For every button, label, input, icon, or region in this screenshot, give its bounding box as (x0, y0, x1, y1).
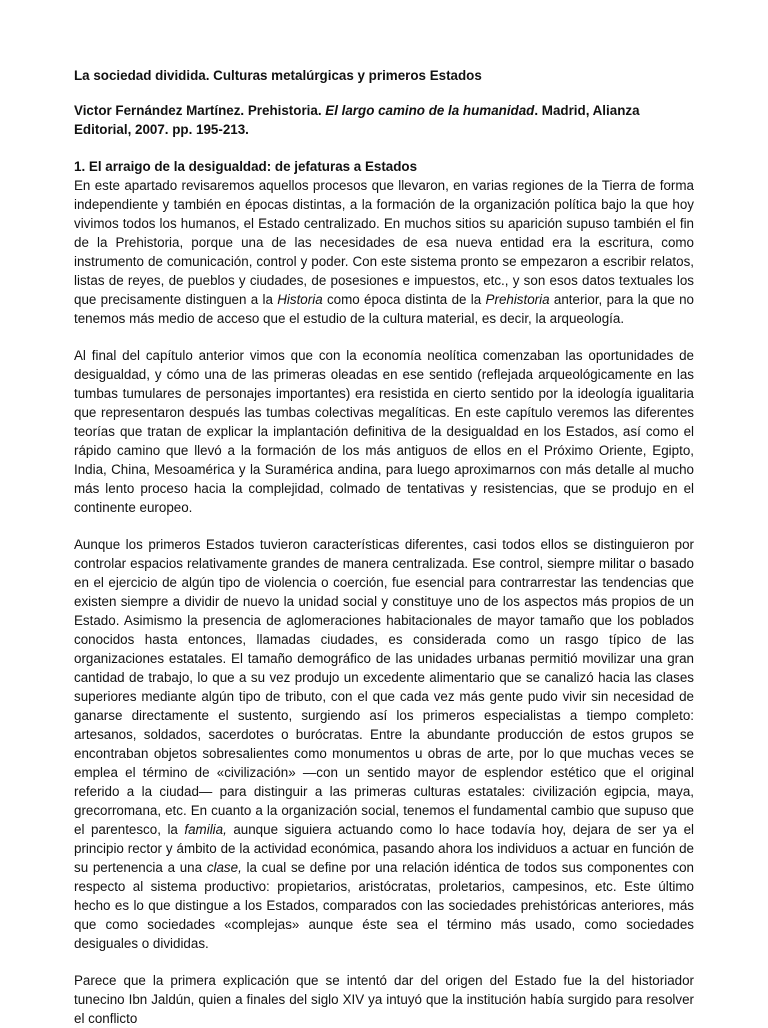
italic-term: familia, (184, 822, 227, 837)
paragraph-text: Aunque los primeros Estados tuvieron características diferentes, casi todos ellos se distinguieron por controlar espacios relativamente grandes de manera centralizada. Ese control, siempre militar o basado en el ejercicio de algún tipo de violencia o coerción, fue esencial para contrarrestar las tendencias que existen siempre a dividir de nuevo la unidad social y constituye uno de los aspectos más propios de un Estado. Asimismo la presencia de aglomeraciones habitacionales de mayor tamaño que los poblados conocidos hasta entonces, llamadas ciudades, es considerada como un rasgo típico de las organizaciones estatales. El tamaño demográfico de las unidades urbanas permitió movilizar una gran cantidad de trabajo, lo que a su vez produjo un excedente alimentario que se canalizó hacia las clases superiores mediante algún tipo de tributo, con el que cada vez más gente pudo vivir sin necesidad de ganarse directamente el sustento, surgiendo así los primeros especialistas a tiempo completo: artesanos, soldados, sacerdotes o burócratas. Entre la abundante producción de estos grupos se encontraban objetos sobresalientes como monumentos u obras de arte, por lo que muchas veces se emplea el término de «civilización» —con un sentido mayor de esplendor estético que el original referido a la ciudad— para distinguir a las primeras culturas estatales: civilización egipcia, maya, grecorromana, etc. En cuanto a la organización social, tenemos el fundamental cambio que supuso que el parentesco, la (74, 537, 694, 837)
paragraph-text: En este apartado revisaremos aquellos procesos que llevaron, en varias regiones de la Tierra de forma independiente y también en épocas distintas, a la formación de la organización política bajo la que hoy vivimos todos los humanos, el Estado centralizado. En muchos sitios su aparición supuso también el fin de la Prehistoria, porque una de las necesidades de esa nueva entidad era la escritura, como instrumento de comunicación, control y poder. Con este sistema pronto se empezaron a escribir relatos, listas de reyes, de pueblos y ciudades, de posesiones e impuestos, etc., y son esos datos textuales los que precisamente distinguen a la (74, 178, 694, 307)
bibliographic-reference (74, 101, 694, 139)
paragraph-text: Parece que la primera explicación que se intentó dar del origen del Estado fue la del historiador tunecino Ibn Jaldún, quien a finales del siglo XIV ya intuyó que la institución había surgido para resolver el conflicto (74, 973, 694, 1026)
section-heading: 1. El arraigo de la desigualdad: de jefaturas a Estados (74, 159, 418, 174)
document-body (74, 66, 694, 1028)
italic-term: clase, (206, 860, 242, 875)
body-paragraphs (74, 176, 694, 1028)
document-title: La sociedad dividida. Culturas metalúrgicas y primeros Estados (74, 68, 482, 83)
paragraph-text: aunque siguiera actuando como lo hace todavía hoy, dejara de ser ya el principio rector y ámbito de la actividad económica, pasando ahora los individuos a actuar en función de su pertenencia a una (74, 822, 694, 875)
body-paragraph (74, 346, 694, 517)
reference-author-text: Victor Fernández Martínez. Prehistoria. (74, 103, 326, 118)
body-paragraph (74, 971, 694, 1028)
paragraph-text: como época distinta de la (322, 292, 486, 307)
body-paragraph (74, 535, 694, 953)
paragraph-text: Al final del capítulo anterior vimos que con la economía neolítica comenzaban las oportunidades de desigualdad, y cómo una de las primeras oleadas en ese sentido (reflejada arqueológicamente en las tumbas tumulares de personajes importantes) era resistida en cierto sentido por la ideología igualitaria que representaron después las tumbas colectivas megalíticas. En este capítulo veremos las diferentes teorías que tratan de explicar la implantación definitiva de la desigualdad en los Estados, así como el rápido camino que llevó a la formación de los más antiguos de ellos en el Próximo Oriente, Egipto, India, China, Mesoamérica y la Suramérica andina, para luego aproximarnos con más detalle al mucho más lento proceso hacia la complejidad, colmado de tentativas y resistencias, que se produjo en el continente europeo. (74, 348, 694, 515)
body-paragraph (74, 176, 694, 328)
reference-book-title: El largo camino de la humanidad (325, 103, 535, 118)
italic-term: Historia (277, 292, 323, 307)
paragraph-text: anterior, para la que no tenemos más medio de acceso que el estudio de la cultura material, es decir, la arqueología. (74, 292, 695, 326)
italic-term: Prehistoria (485, 292, 550, 307)
paragraph-text: la cual se define por una relación idéntica de todos sus componentes con respecto al sistema productivo: propietarios, aristócratas, proletarios, campesinos, etc. Este último hecho es lo que distingue a los Estados, comparados con las sociedades prehistóricas anteriores, más que como sociedades «complejas» aunque éste sea el término más usado, como sociedades desiguales o divididas. (74, 860, 695, 951)
reference-publisher-text: . Madrid, Alianza Editorial, 2007. pp. 195-213. (74, 103, 640, 137)
